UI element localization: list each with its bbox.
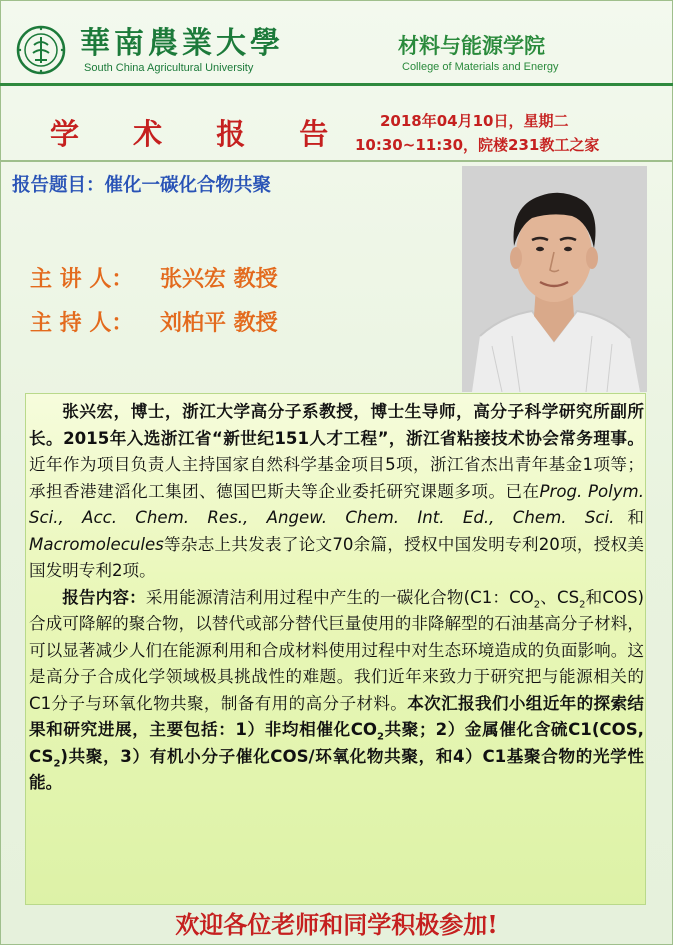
- college-name-cn: 材料与能源学院: [398, 34, 545, 58]
- report-content-a: 采用能源清洁利用过程中产生的一碳化合物(C1：CO: [145, 587, 534, 607]
- bio-macromolecules: Macromolecules: [29, 534, 164, 554]
- bio-text: [29, 399, 644, 797]
- speaker-line: [30, 262, 278, 293]
- host-label: 主 持 人：: [30, 311, 134, 336]
- report-summary-c: )共聚，3）有机小分子催化COS/环氧化物共聚，和4）C1基聚合物的光学性能。: [29, 746, 644, 792]
- bio-projects: 近年作为项目负责人主持国家自然科学基金项目5项，浙江省杰出青年基金1项等；承担香港建滔化工集团、德国巴斯夫等企业委托研究课题多项。已在: [29, 455, 644, 501]
- bio-intro-bold: 张兴宏，博士，浙江大学高分子系教授，博士生导师，高分子科学研究所副所长。2015年入选浙江省“新世纪151人才工程”，浙江省粘接技术协会常务理事。: [29, 402, 644, 448]
- host-line: [30, 306, 278, 337]
- report-content-paragraph: [29, 585, 644, 797]
- report-summary-b: 共聚；2）金属催化含硫C1(COS, CS: [29, 720, 644, 766]
- subscript: 2: [533, 598, 541, 610]
- bio-publications: 等杂志上共发表了论文70余篇，授权中国发明专利20项，授权美国发明专利2项。: [29, 534, 644, 580]
- bio-paragraph: [29, 399, 644, 585]
- speaker-bio-box: [25, 393, 646, 905]
- report-content-label: 报告内容：: [62, 587, 146, 607]
- college-name-en: College of Materials and Energy: [402, 61, 559, 73]
- report-content-c: 和COS)合成可降解的聚合物，以替代或部分替代巨量使用的非降解型的石油基高分子材料，可以显著减少人们在能源利用和合成材料使用过程中对生态环境造成的负面影响。这是高分子合成化学领域极具挑战性的难题。我们近年来致力于研究把与能源相关的C1分子与环氧化物共聚，制备有用的高分子材料。: [29, 587, 645, 713]
- header-divider: [0, 83, 673, 86]
- event-type-title: 学 术 报 告: [50, 117, 351, 151]
- event-date: 2018年04月10日，星期二: [380, 112, 569, 130]
- subscript: 2: [579, 598, 586, 610]
- report-summary-a: 本次汇报我们小组近年的探索结果和研究进展，主要包括：1）非均相催化CO: [29, 693, 644, 739]
- report-content-b: 、CS: [540, 587, 580, 607]
- welcome-banner: 欢迎各位老师和同学积极参加!: [175, 910, 498, 939]
- university-logo: [16, 25, 66, 75]
- section-divider: [0, 160, 673, 162]
- speaker-photo: [462, 166, 647, 392]
- subscript: 2: [53, 757, 61, 769]
- bio-journals: Prog. Polym. Sci., Acc. Chem. Res., Angew. Chem. Int. Ed., Chem. Sci.: [29, 481, 644, 527]
- speaker-name: 张兴宏 教授: [160, 267, 278, 292]
- university-name-cn: 華南農業大學: [80, 26, 284, 61]
- bio-and: 和: [614, 508, 645, 527]
- university-name-en: South China Agricultural University: [84, 62, 254, 74]
- subscript: 2: [377, 731, 384, 743]
- speaker-label: 主 讲 人：: [30, 267, 134, 292]
- report-topic: 报告题目：催化一碳化合物共聚: [12, 175, 272, 196]
- host-name: 刘柏平 教授: [160, 311, 278, 336]
- event-time-place: 10:30~11:30，院楼231教工之家: [355, 136, 600, 154]
